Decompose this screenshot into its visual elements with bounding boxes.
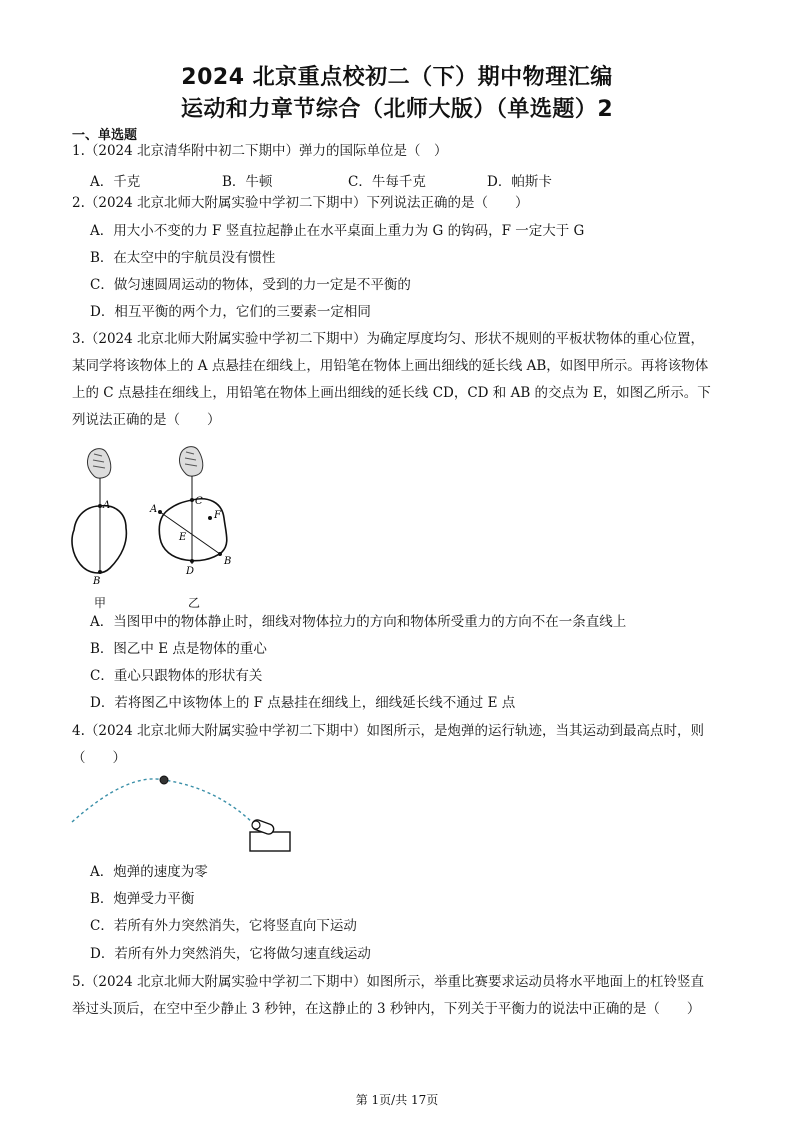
q3-figure-yi xyxy=(148,440,238,580)
label-d: D xyxy=(186,566,195,577)
document-title-line2: 运动和力章节综合（北师大版）（单选题）2 xyxy=(180,97,614,122)
q3-option-b: B．图乙中 E 点是物体的重心 xyxy=(90,641,267,657)
label-c: C xyxy=(195,496,203,507)
hand-icon xyxy=(87,449,110,478)
q3-option-d: D．若将图乙中该物体上的 F 点悬挂在细线上，细线延长线不通过 E 点 xyxy=(90,695,516,711)
label-b: B xyxy=(93,576,101,587)
q2-option-a: A．用大小不变的力 F 竖直拉起静止在水平桌面上重力为 G 的钩码，F 一定大于 G xyxy=(90,223,585,239)
label-a: A xyxy=(150,504,158,515)
q4-trajectory-figure xyxy=(68,770,298,860)
q1-option-d: D．帕斯卡 xyxy=(487,174,552,190)
caption-yi: 乙 xyxy=(188,596,201,610)
q5-stem-line1: 5.（2024 北京北师大附属实验中学初二下期中）如图所示，举重比赛要求运动员将水平地面上的杠铃竖直 xyxy=(72,974,705,990)
q2-option-c: C．做匀速圆周运动的物体，受到的力一定是不平衡的 xyxy=(90,277,411,293)
q2-option-d: D．相互平衡的两个力，它们的三要素一定相同 xyxy=(90,304,371,320)
q4-option-b: B．炮弹受力平衡 xyxy=(90,891,195,907)
hand-icon xyxy=(179,447,202,476)
label-e: E xyxy=(179,532,187,543)
q3-option-c: C．重心只跟物体的形状有关 xyxy=(90,668,263,684)
q1-option-a: A．千克 xyxy=(90,174,141,190)
q3-stem-line3: 上的 C 点悬挂在细线上，用铅笔在物体上画出细线的延长线 CD，CD 和 AB 的交点为 E，如图乙所示。下 xyxy=(72,385,711,401)
q1-stem: 1.（2024 北京清华附中初二下期中）弹力的国际单位是（ ） xyxy=(72,143,448,159)
q4-stem-line1: 4.（2024 北京北师大附属实验中学初二下期中）如图所示，是炮弹的运行轨迹，当其运动到最高点时，则 xyxy=(72,723,705,739)
q3-stem-line2: 某同学将该物体上的 A 点悬挂在细线上，用铅笔在物体上画出细线的延长线 AB，如图甲所示。再将该物体 xyxy=(72,358,709,374)
label-a: A xyxy=(103,500,111,511)
cannon-icon xyxy=(250,819,290,851)
document-title-line1: 2024 北京重点校初二（下）期中物理汇编 xyxy=(181,65,613,90)
q2-option-b: B．在太空中的宇航员没有惯性 xyxy=(90,250,276,266)
trajectory-path xyxy=(72,779,256,826)
q4-option-c: C．若所有外力突然消失，它将竖直向下运动 xyxy=(90,918,357,934)
label-f: F xyxy=(214,510,221,521)
q4-stem-line2: （ ） xyxy=(72,750,126,766)
irregular-plate xyxy=(72,506,126,573)
label-b: B xyxy=(224,556,232,567)
q1-option-b: B．牛顿 xyxy=(222,174,273,190)
page-footer: 第 1页/共 17页 xyxy=(355,1093,439,1107)
q2-stem: 2.（2024 北京北师大附属实验中学初二下期中）下列说法正确的是（ ） xyxy=(72,195,529,211)
q4-option-a: A．炮弹的速度为零 xyxy=(90,864,208,880)
q3-option-a: A．当图甲中的物体静止时，细线对物体拉力的方向和物体所受重力的方向不在一条直线上 xyxy=(90,614,627,630)
q3-stem-line4: 列说法正确的是（ ） xyxy=(72,412,221,428)
q1-option-c: C．牛每千克 xyxy=(348,174,426,190)
section-heading: 一、单选题 xyxy=(72,128,138,143)
caption-jia: 甲 xyxy=(94,596,107,610)
shell-icon xyxy=(160,776,168,784)
q3-stem-line1: 3.（2024 北京北师大附属实验中学初二下期中）为确定厚度均匀、形状不规则的平板状物体的重心位置， xyxy=(72,331,705,347)
q5-stem-line2: 举过头顶后，在空中至少静止 3 秒钟，在这静止的 3 秒钟内，下列关于平衡力的说法中正确的是（ ） xyxy=(72,1001,701,1017)
q3-figure-jia xyxy=(66,444,136,594)
q4-option-d: D．若所有外力突然消失，它将做匀速直线运动 xyxy=(90,946,371,962)
